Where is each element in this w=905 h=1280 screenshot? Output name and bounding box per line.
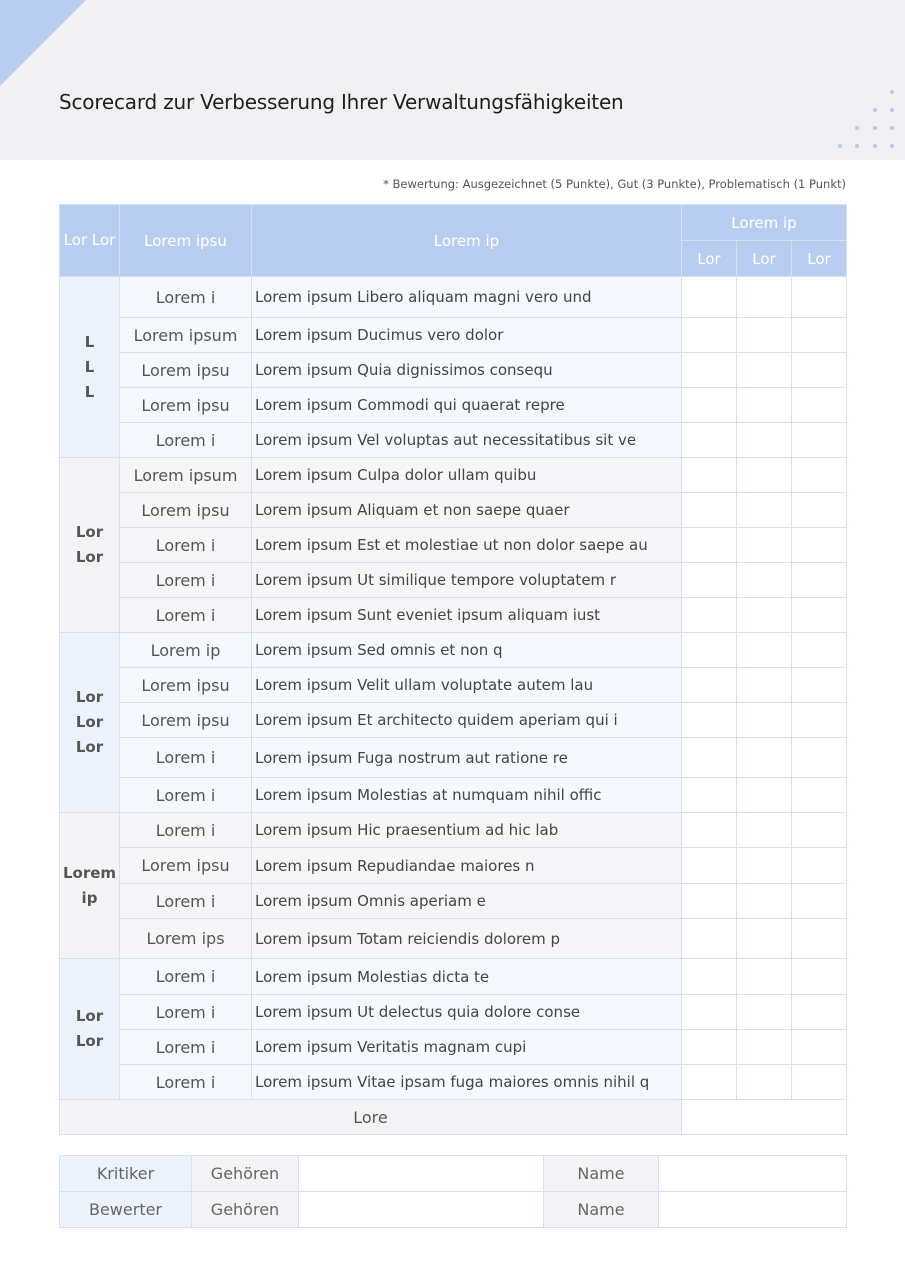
- score-input-cell[interactable]: [737, 563, 792, 598]
- description-cell: Lorem ipsum Libero aliquam magni vero und: [252, 277, 682, 318]
- category-cell: Lor Lor Lor: [60, 633, 120, 813]
- signature-role-label: Kritiker: [60, 1156, 192, 1192]
- score-input-cell[interactable]: [682, 318, 737, 353]
- criterion-cell: Lorem i: [120, 778, 252, 813]
- score-input-cell[interactable]: [682, 778, 737, 813]
- score-input-cell[interactable]: [682, 848, 737, 884]
- score-input-cell[interactable]: [682, 995, 737, 1030]
- dot-decoration: [873, 144, 877, 148]
- description-cell: Lorem ipsum Sed omnis et non q: [252, 633, 682, 668]
- signature-belongs-label: Gehören: [192, 1156, 299, 1192]
- description-cell: Lorem ipsum Culpa dolor ullam quibu: [252, 458, 682, 493]
- score-input-cell[interactable]: [737, 1065, 792, 1100]
- score-input-cell[interactable]: [792, 738, 847, 778]
- score-input-cell[interactable]: [792, 1065, 847, 1100]
- table-row: [60, 1065, 847, 1100]
- table-row: [60, 598, 847, 633]
- table-row: [60, 668, 847, 703]
- score-input-cell[interactable]: [682, 633, 737, 668]
- rating-note: * Bewertung: Ausgezeichnet (5 Punkte), Gut (3 Punkte), Problematisch (1 Punkt): [383, 177, 846, 191]
- scorecard-body: [60, 277, 847, 1135]
- description-cell: Lorem ipsum Sunt eveniet ipsum aliquam iust: [252, 598, 682, 633]
- score-input-cell[interactable]: [682, 703, 737, 738]
- score-input-cell[interactable]: [682, 353, 737, 388]
- dot-decoration: [890, 108, 894, 112]
- criterion-cell: Lorem i: [120, 1030, 252, 1065]
- description-cell: Lorem ipsum Molestias at numquam nihil offic: [252, 778, 682, 813]
- description-cell: Lorem ipsum Molestias dicta te: [252, 959, 682, 995]
- table-row: [60, 848, 847, 884]
- table-row: [60, 388, 847, 423]
- score-input-cell[interactable]: [792, 423, 847, 458]
- criterion-cell: Lorem ipsum: [120, 458, 252, 493]
- score-input-cell[interactable]: [682, 668, 737, 703]
- score-input-cell[interactable]: [737, 528, 792, 563]
- description-cell: Lorem ipsum Vel voluptas aut necessitatibus sit ve: [252, 423, 682, 458]
- score-input-cell[interactable]: [682, 277, 737, 318]
- table-row: [60, 778, 847, 813]
- criterion-cell: Lorem i: [120, 1065, 252, 1100]
- score-input-cell[interactable]: [682, 493, 737, 528]
- signature-row: [60, 1192, 847, 1228]
- criterion-cell: Lorem ip: [120, 633, 252, 668]
- criterion-cell: Lorem i: [120, 277, 252, 318]
- score-input-cell[interactable]: [737, 423, 792, 458]
- category-cell: Lor Lor: [60, 458, 120, 633]
- table-row: [60, 959, 847, 995]
- criterion-cell: Lorem i: [120, 563, 252, 598]
- category-cell: Lorem ip: [60, 813, 120, 959]
- table-row: [60, 493, 847, 528]
- score-input-cell[interactable]: [737, 318, 792, 353]
- total-label: Lore: [60, 1100, 682, 1135]
- dot-decoration: [855, 144, 859, 148]
- score-input-cell[interactable]: [682, 1030, 737, 1065]
- description-cell: Lorem ipsum Hic praesentium ad hic lab: [252, 813, 682, 848]
- signature-table: [59, 1155, 847, 1228]
- description-cell: Lorem ipsum Ut similique tempore voluptatem r: [252, 563, 682, 598]
- criterion-cell: Lorem ips: [120, 919, 252, 959]
- table-row: [60, 353, 847, 388]
- score-input-cell[interactable]: [792, 848, 847, 884]
- description-cell: Lorem ipsum Veritatis magnam cupi: [252, 1030, 682, 1065]
- score-input-cell[interactable]: [792, 995, 847, 1030]
- signature-row: [60, 1156, 847, 1192]
- score-input-cell[interactable]: [792, 959, 847, 995]
- dot-pattern-decoration: [835, 90, 895, 152]
- dot-decoration: [873, 108, 877, 112]
- dot-decoration: [890, 144, 894, 148]
- dot-decoration: [838, 144, 842, 148]
- score-input-cell[interactable]: [682, 884, 737, 919]
- dot-decoration: [890, 126, 894, 130]
- description-cell: Lorem ipsum Omnis aperiam e: [252, 884, 682, 919]
- table-row: [60, 813, 847, 848]
- score-input-cell[interactable]: [682, 388, 737, 423]
- score-input-cell[interactable]: [792, 703, 847, 738]
- dot-decoration: [890, 90, 894, 94]
- criterion-cell: Lorem i: [120, 813, 252, 848]
- header-score-2: Lor: [737, 241, 792, 277]
- description-cell: Lorem ipsum Quia dignissimos consequ: [252, 353, 682, 388]
- table-row: [60, 995, 847, 1030]
- score-input-cell[interactable]: [737, 388, 792, 423]
- score-input-cell[interactable]: [792, 813, 847, 848]
- criterion-cell: Lorem ipsum: [120, 318, 252, 353]
- score-input-cell[interactable]: [682, 423, 737, 458]
- criterion-cell: Lorem i: [120, 598, 252, 633]
- criterion-cell: Lorem ipsu: [120, 388, 252, 423]
- score-input-cell[interactable]: [792, 388, 847, 423]
- signature-name-label: Name: [544, 1192, 659, 1228]
- score-input-cell[interactable]: [792, 598, 847, 633]
- description-cell: Lorem ipsum Vitae ipsam fuga maiores omnis nihil q: [252, 1065, 682, 1100]
- score-input-cell[interactable]: [737, 919, 792, 959]
- criterion-cell: Lorem ipsu: [120, 703, 252, 738]
- description-cell: Lorem ipsum Et architecto quidem aperiam qui i: [252, 703, 682, 738]
- score-input-cell[interactable]: [792, 528, 847, 563]
- table-row: [60, 703, 847, 738]
- table-row: [60, 277, 847, 318]
- score-input-cell[interactable]: [792, 1030, 847, 1065]
- score-input-cell[interactable]: [737, 458, 792, 493]
- header-score-group: Lorem ip: [682, 205, 847, 241]
- score-input-cell[interactable]: [792, 563, 847, 598]
- criterion-cell: Lorem ipsu: [120, 493, 252, 528]
- scorecard-table: [59, 204, 847, 1135]
- criterion-cell: Lorem i: [120, 959, 252, 995]
- signature-belongs-field[interactable]: [299, 1192, 544, 1228]
- header-band: [0, 0, 905, 160]
- score-input-cell[interactable]: [682, 528, 737, 563]
- table-row: [60, 738, 847, 778]
- signature-role-label: Bewerter: [60, 1192, 192, 1228]
- header-score-1: Lor: [682, 241, 737, 277]
- header-description: Lorem ip: [252, 205, 682, 277]
- score-input-cell[interactable]: [737, 1030, 792, 1065]
- description-cell: Lorem ipsum Ducimus vero dolor: [252, 318, 682, 353]
- score-input-cell[interactable]: [737, 884, 792, 919]
- score-input-cell[interactable]: [682, 738, 737, 778]
- table-row: [60, 563, 847, 598]
- table-row: [60, 423, 847, 458]
- score-input-cell[interactable]: [737, 353, 792, 388]
- criterion-cell: Lorem i: [120, 528, 252, 563]
- description-cell: Lorem ipsum Repudiandae maiores n: [252, 848, 682, 884]
- score-input-cell[interactable]: [792, 884, 847, 919]
- signature-belongs-field[interactable]: [299, 1156, 544, 1192]
- score-input-cell[interactable]: [682, 919, 737, 959]
- criterion-cell: Lorem ipsu: [120, 848, 252, 884]
- signature-name-field[interactable]: [659, 1192, 847, 1228]
- category-cell: Lor Lor: [60, 959, 120, 1100]
- table-row: [60, 1030, 847, 1065]
- criterion-cell: Lorem i: [120, 884, 252, 919]
- score-input-cell[interactable]: [792, 668, 847, 703]
- criterion-cell: Lorem i: [120, 995, 252, 1030]
- score-input-cell[interactable]: [792, 353, 847, 388]
- score-input-cell[interactable]: [682, 813, 737, 848]
- description-cell: Lorem ipsum Commodi qui quaerat repre: [252, 388, 682, 423]
- score-input-cell[interactable]: [737, 493, 792, 528]
- signature-belongs-label: Gehören: [192, 1192, 299, 1228]
- header-criterion: Lorem ipsu: [120, 205, 252, 277]
- header-score-3: Lor: [792, 241, 847, 277]
- table-row: [60, 919, 847, 959]
- score-input-cell[interactable]: [792, 493, 847, 528]
- dot-decoration: [873, 126, 877, 130]
- score-input-cell[interactable]: [737, 738, 792, 778]
- score-input-cell[interactable]: [682, 959, 737, 995]
- corner-decoration: [0, 0, 86, 86]
- criterion-cell: Lorem i: [120, 738, 252, 778]
- score-input-cell[interactable]: [682, 563, 737, 598]
- header-category: Lor Lor: [60, 205, 120, 277]
- total-score-cell[interactable]: [682, 1100, 847, 1135]
- criterion-cell: Lorem ipsu: [120, 668, 252, 703]
- score-input-cell[interactable]: [792, 633, 847, 668]
- signature-name-label: Name: [544, 1156, 659, 1192]
- table-row: [60, 633, 847, 668]
- description-cell: Lorem ipsum Totam reiciendis dolorem p: [252, 919, 682, 959]
- score-input-cell[interactable]: [792, 277, 847, 318]
- description-cell: Lorem ipsum Aliquam et non saepe quaer: [252, 493, 682, 528]
- score-input-cell[interactable]: [792, 778, 847, 813]
- score-input-cell[interactable]: [737, 995, 792, 1030]
- category-cell: L L L: [60, 277, 120, 458]
- table-row: [60, 318, 847, 353]
- score-input-cell[interactable]: [792, 318, 847, 353]
- dot-decoration: [855, 126, 859, 130]
- description-cell: Lorem ipsum Ut delectus quia dolore conse: [252, 995, 682, 1030]
- score-input-cell[interactable]: [682, 598, 737, 633]
- description-cell: Lorem ipsum Est et molestiae ut non dolor saepe au: [252, 528, 682, 563]
- description-cell: Lorem ipsum Velit ullam voluptate autem lau: [252, 668, 682, 703]
- table-row: [60, 528, 847, 563]
- score-input-cell[interactable]: [737, 598, 792, 633]
- table-row: [60, 884, 847, 919]
- score-input-cell[interactable]: [737, 959, 792, 995]
- score-input-cell[interactable]: [682, 1065, 737, 1100]
- total-row: [60, 1100, 847, 1135]
- criterion-cell: Lorem ipsu: [120, 353, 252, 388]
- score-input-cell[interactable]: [682, 458, 737, 493]
- criterion-cell: Lorem i: [120, 423, 252, 458]
- score-input-cell[interactable]: [737, 277, 792, 318]
- score-input-cell[interactable]: [737, 848, 792, 884]
- score-input-cell[interactable]: [737, 633, 792, 668]
- description-cell: Lorem ipsum Fuga nostrum aut ratione re: [252, 738, 682, 778]
- score-input-cell[interactable]: [737, 778, 792, 813]
- table-row: [60, 458, 847, 493]
- signature-name-field[interactable]: [659, 1156, 847, 1192]
- score-input-cell[interactable]: [792, 458, 847, 493]
- page-title: Scorecard zur Verbesserung Ihrer Verwaltungsfähigkeiten: [59, 90, 624, 114]
- score-input-cell[interactable]: [737, 813, 792, 848]
- score-input-cell[interactable]: [792, 919, 847, 959]
- score-input-cell[interactable]: [737, 703, 792, 738]
- score-input-cell[interactable]: [737, 668, 792, 703]
